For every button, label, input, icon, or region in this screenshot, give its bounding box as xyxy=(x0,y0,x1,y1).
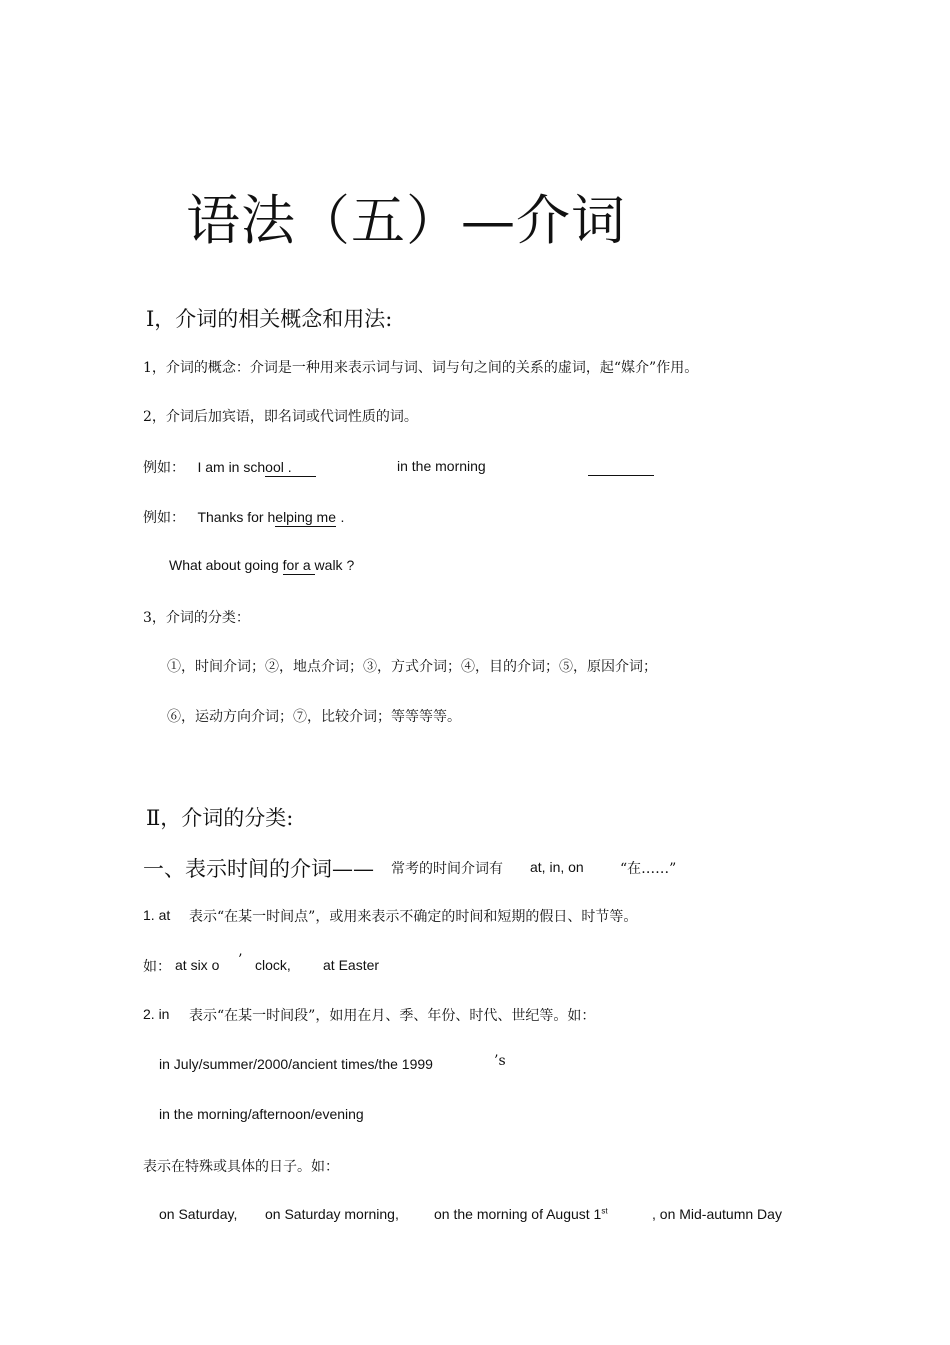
on-example-august xyxy=(434,1206,608,1222)
concept-item-1: 1，介词的概念：介词是一种用来表示词与词、词与句之间的关系的虚词，起“媒介”作用。 xyxy=(143,360,699,376)
concept-item-2: 2，介词后加宾语，即名词或代词性质的词。 xyxy=(143,409,418,425)
example-school-prefix: I am in sch xyxy=(197,459,266,475)
time-prepositions-heading xyxy=(143,853,374,883)
at-example-clock: clock, xyxy=(255,957,291,973)
answer-blank xyxy=(588,460,654,476)
example-label: 例如： xyxy=(143,460,185,476)
example-morning: in the morning xyxy=(397,458,486,474)
in-example-2: in the morning/afternoon/evening xyxy=(159,1106,364,1122)
at-example-apostrophe: ’ xyxy=(238,952,243,968)
section1-heading: Ⅰ，介词的相关概念和用法: xyxy=(146,307,393,331)
time-heading-text: 一、表示时间的介词—— xyxy=(143,857,374,881)
on-example-august-text: on the morning of August 1 xyxy=(434,1206,602,1222)
example-school-underlined: ool . xyxy=(265,459,315,477)
on-example-august-sup: st xyxy=(601,1206,608,1216)
example-thanks-suffix: . xyxy=(340,509,345,525)
time-heading-note: 常考的时间介词有 xyxy=(391,861,503,877)
example-label: 例如： xyxy=(143,510,185,526)
in-description: 表示“在某一时间段”，如用在月、季、年份、时代、世纪等。如： xyxy=(189,1008,596,1024)
classification-list-line-2: ⑥，运动方向介词；⑦，比较介词；等等等等。 xyxy=(167,709,461,725)
example-row-1 xyxy=(143,457,316,477)
example-thanks-underlined: elping me xyxy=(275,509,336,525)
in-number: 2. in xyxy=(143,1006,170,1022)
example-row-3 xyxy=(169,557,354,573)
at-example-label: 如： xyxy=(143,959,171,975)
time-heading-words: at, in, on xyxy=(530,859,584,875)
on-description: 表示在特殊或具体的日子。如： xyxy=(143,1159,339,1175)
at-description: 表示“在某一时间点”，或用来表示不确定的时间和短期的假日、时节等。 xyxy=(189,909,638,925)
classification-list-line-1: ①，时间介词；②，地点介词；③，方式介词；④，目的介词；⑤，原因介词； xyxy=(167,659,657,675)
example-thanks-prefix: Thanks for h xyxy=(197,509,276,525)
at-example-easter: at Easter xyxy=(323,957,380,973)
on-example-mid-autumn: , on Mid-autumn Day xyxy=(652,1206,782,1222)
in-example-1-apostrophe: ’s xyxy=(494,1053,506,1069)
example-walk-suffix: walk ? xyxy=(314,557,355,573)
at-example-oclock: at six o xyxy=(175,957,220,973)
example-walk-underlined: for a xyxy=(282,557,315,573)
in-example-1: in July/summer/2000/ancient times/the 1999 xyxy=(159,1056,433,1072)
at-number: 1. at xyxy=(143,907,171,923)
page-title: 语法（五）—介词 xyxy=(186,189,626,252)
on-example-saturday-morning: on Saturday morning, xyxy=(265,1206,399,1222)
example-row-2 xyxy=(143,507,344,527)
section2-heading: Ⅱ，介词的分类: xyxy=(146,806,294,830)
classification-item-3: 3，介词的分类： xyxy=(143,610,250,626)
on-example-saturday: on Saturday, xyxy=(159,1206,238,1222)
time-heading-meaning: “在……” xyxy=(620,861,677,877)
example-walk-prefix: What about going xyxy=(169,557,283,573)
